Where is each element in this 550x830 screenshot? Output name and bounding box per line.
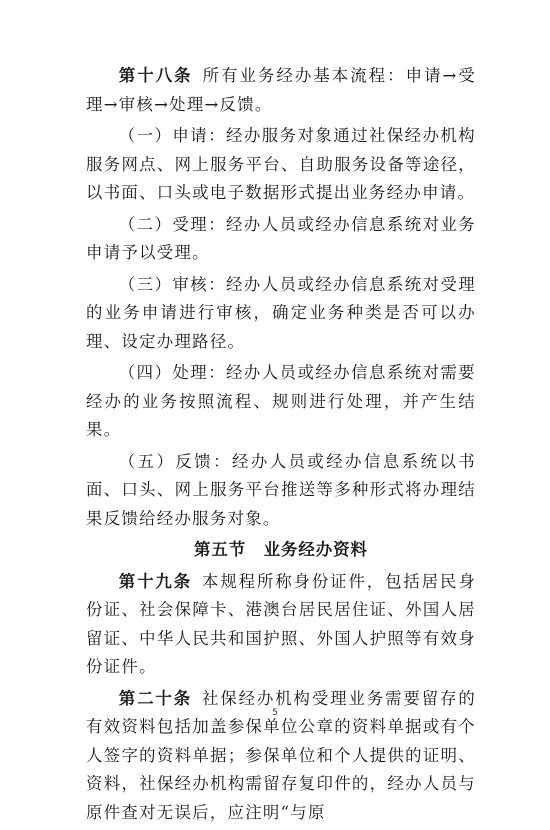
article-18-lead: 第十八条 <box>118 66 193 85</box>
article-20 <box>86 685 476 828</box>
item-process: （四）处理：经办人员或经办信息系统对需要经办的业务按照流程、规则进行处理，并产生结果。 <box>86 363 476 439</box>
page-number: 5 <box>272 708 278 718</box>
item-apply: （一）申请：经办服务对象通过社保经办机构服务网点、网上服务平台、自助服务设备等途径，以书面、口头或电子数据形式提出业务经办申请。 <box>86 126 476 202</box>
item-feedback: （五）反馈：经办人员或经办信息系统以书面、口头、网上服务平台推送等多种形式将办理结果反馈给经办服务对象。 <box>86 451 476 528</box>
article-20-lead: 第二十条 <box>118 688 193 708</box>
article-19 <box>86 568 476 682</box>
article-18-text: 所有业务经办基本流程：申请→受理→审核→处理→反馈。 <box>86 66 477 114</box>
article-18 <box>86 62 476 119</box>
article-19-lead: 第十九条 <box>118 571 193 591</box>
article-19-text: 本规程所称身份证件，包括居民身份证、社会保障卡、港澳台居民居住证、外国人居留证、中华人民共和国护照、外国人护照等有效身份证件。 <box>86 571 477 676</box>
section-title: 第五节 业务经办资料 <box>194 540 368 559</box>
item-review: （三）审核：经办人员或经办信息系统对受理的业务申请进行审核，确定业务种类是否可以办理、设定办理路径。 <box>86 274 476 351</box>
article-20-text: 社保经办机构受理业务需要留存的有效资料包括加盖参保单位公章的资料单据或有个人签字的资料单据；参保单位和个人提供的证明、资料，社保经办机构需留存复印件的，经办人员与原件查对无误后，应注明“与原 <box>86 688 477 822</box>
item-accept: （二）受理：经办人员或经办信息系统对业务申请予以受理。 <box>86 214 476 262</box>
